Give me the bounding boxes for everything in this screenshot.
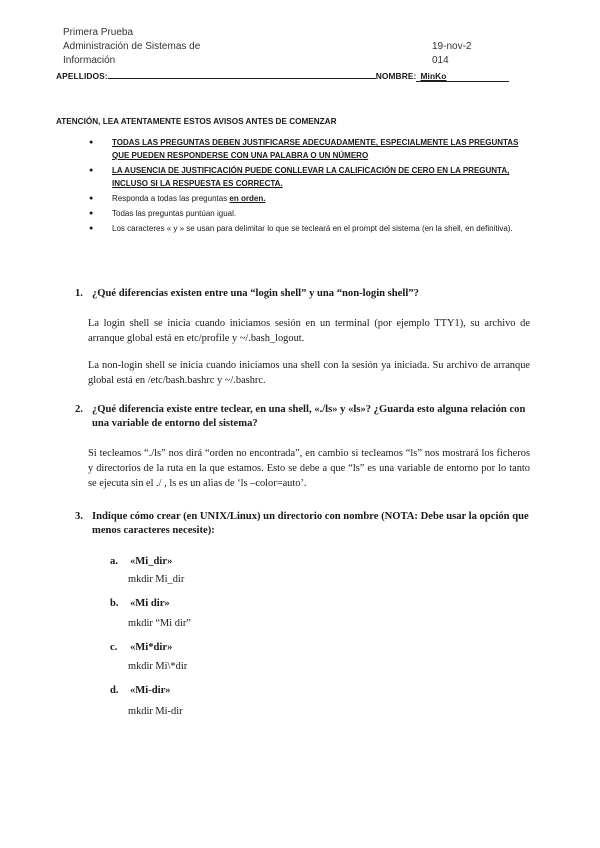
sub-answer: mkdir “Mi dir” [128, 618, 191, 629]
sub-answer: mkdir Mi-dir [128, 706, 183, 717]
apellidos-field [108, 78, 376, 79]
nombre-value: MinKo [420, 71, 447, 81]
attention-item: ● Todas las preguntas puntúan igual. [87, 207, 527, 220]
sub-letter: b. [110, 598, 119, 609]
answer-paragraph: La login shell se inicia cuando iniciamos sesión en un terminal (por ejemplo TTY1), su archivo de arranque global está en etc/profile y ~/.bash_logout. [88, 318, 530, 344]
question-text: ¿Qué diferencias existen entre una “login shell” y una “non-login shell”? [92, 288, 419, 299]
sub-name: «Mi_dir» [130, 556, 173, 567]
attention-list [87, 136, 527, 237]
student-info-row [56, 71, 509, 82]
question-number: 3. [75, 511, 83, 522]
exam-title-line2: Administración de Sistemas de [63, 41, 201, 52]
sub-letter: d. [110, 685, 119, 696]
attention-item-order [87, 192, 527, 205]
sub-name: «Mi*dir» [130, 642, 173, 653]
sub-name: «Mi dir» [130, 598, 170, 609]
attention-title: ATENCIÓN, LEA ATENTAMENTE ESTOS AVISOS ANTES DE COMENZAR [56, 117, 337, 126]
apellidos-label: APELLIDOS: [56, 71, 108, 81]
sub-answer: mkdir Mi\*dir [128, 661, 188, 672]
nombre-field [416, 71, 509, 82]
subquestion-a [110, 556, 172, 567]
question-text: Indique cómo crear (en UNIX/Linux) un directorio con nombre (NOTA: Debe usar la opción que menos caracteres necesite): [92, 511, 529, 536]
attention-item: ● Los caracteres « y » se usan para delimitar lo que se tecleará en el prompt del sistema (en la shell, en definitiva). [87, 222, 527, 235]
sub-letter: c. [110, 642, 118, 653]
question-2 [75, 403, 535, 431]
order-item-emphasis: en orden. [229, 194, 266, 203]
exam-date-line2: 014 [432, 55, 449, 66]
answer-paragraph: Si tecleamos “./ls” nos dirá “orden no encontrada”, en cambio si tecleamos “ls” nos mostrará los ficheros y directorios de la ruta en la que estamos. Esto se debe a que “ls” es una variable de entorno por lo tanto se ejecuta sin el ./ , ls es un alias de ‘ls –color=auto’. [88, 448, 530, 489]
exam-date-line1: 19-nov-2 [432, 41, 472, 52]
order-item-text: Responda a todas las preguntas [112, 194, 230, 203]
question-number: 2. [75, 404, 83, 415]
nombre-label: NOMBRE: [375, 71, 417, 81]
attention-item: ● LA AUSENCIA DE JUSTIFICACIÓN PUEDE CONLLEVAR LA CALIFICACIÓN DE CERO EN LA PREGUNTA, INCLUSO SI LA RESPUESTA ES CORRECTA. [87, 164, 527, 190]
exam-title-line1: Primera Prueba [63, 27, 134, 38]
exam-title-line3: Información [63, 55, 116, 66]
subquestion-d [110, 685, 171, 696]
sub-letter: a. [110, 556, 118, 567]
sub-name: «Mi-dir» [130, 685, 171, 696]
attention-item: ● TODAS LAS PREGUNTAS DEBEN JUSTIFICARSE ADECUADAMENTE, ESPECIALMENTE LAS PREGUNTAS QUE PUEDEN RESPONDERSE CON UNA PALABRA O UN NÚMERO [87, 136, 527, 162]
subquestion-b [110, 598, 170, 609]
question-text: ¿Qué diferencia existe entre teclear, en una shell, «./ls» y «ls»? ¿Guarda esto alguna relación con una variable de entorno del sistema? [92, 404, 526, 429]
sub-answer: mkdir Mi_dir [128, 574, 185, 585]
subquestion-c [110, 642, 172, 653]
answer-paragraph: La non-login shell se inicia cuando iniciamos una shell con la sesión ya iniciada. Su archivo de arranque global está en /etc/bash.bashrc y ~/.bashrc. [88, 360, 530, 386]
question-3 [75, 510, 535, 538]
question-number: 1. [75, 288, 83, 299]
question-1 [75, 287, 535, 301]
